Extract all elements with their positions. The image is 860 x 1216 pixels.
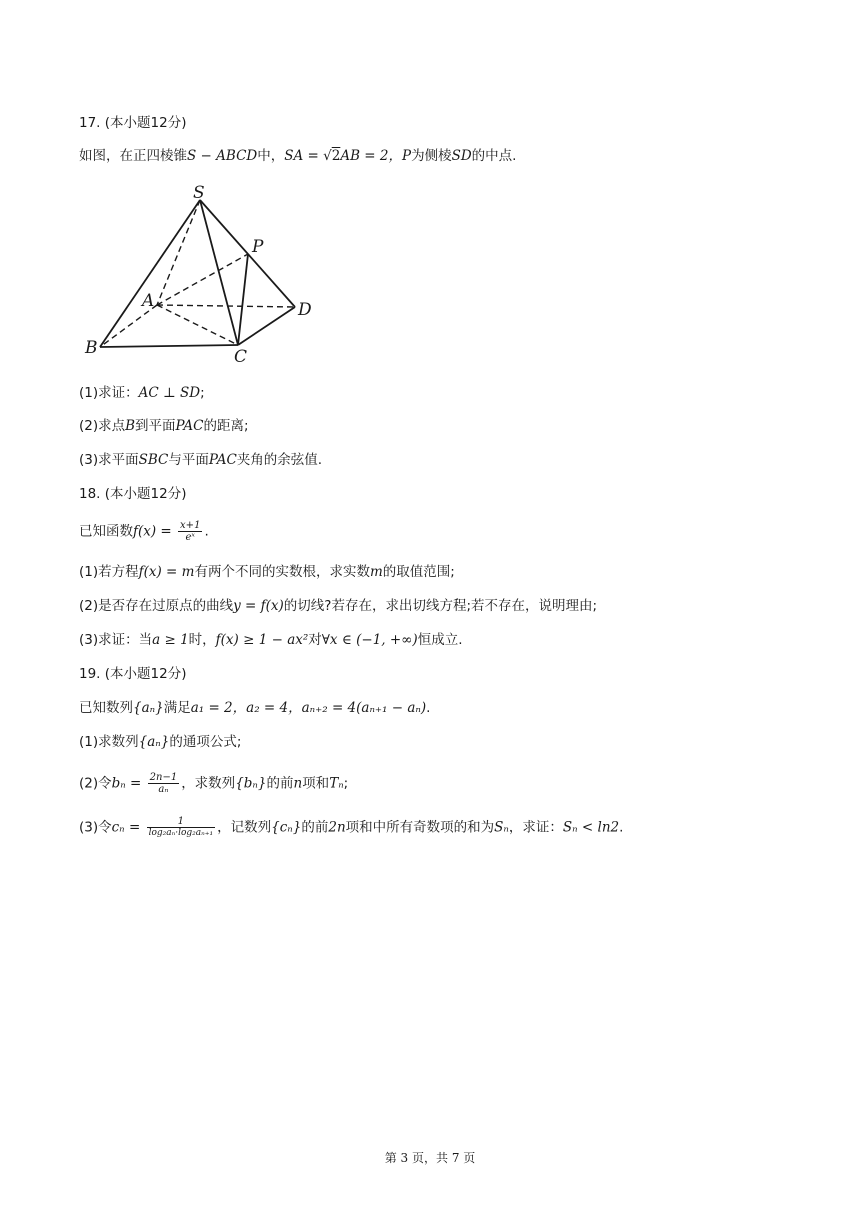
problem-18-part-1: (1)若方程f(x) = m有两个不同的实数根，求实数m的取值范围; [79, 564, 455, 580]
problem-18-part-2: (2)是否存在过原点的曲线y = f(x)的切线?若存在，求出切线方程;若不存在，说明理由; [79, 598, 598, 614]
fraction: $\frac{x+1}{\text{eˣ}}$ [180, 520, 201, 543]
problem-18-part-3: (3)求证：当a ≥ 1时，f(x) ≥ 1 − ax²对∀x ∈ (−1, +∞)恒成立. [79, 632, 463, 648]
sqrt-sign: √ [323, 148, 332, 164]
label-S: S [193, 183, 205, 203]
problem-17-part-3: (3)求平面SBC与平面PAC夹角的余弦值. [79, 452, 323, 468]
label-B: B [85, 338, 98, 358]
problem-18-stem: 已知函数f(x) = $\frac{x+1}{\text{eˣ}}$ . [79, 520, 209, 543]
problem-17-header: 17. (本小题12分) [79, 115, 187, 131]
problem-17-part-2: (2)求点B到平面PAC的距离; [79, 418, 249, 434]
problem-17-stem: 如图，在正四棱锥S − ABCD中，SA = √2AB = 2，P为侧棱SD的中点. [79, 148, 517, 164]
problem-19-stem: 已知数列{aₙ}满足a₁ = 2，a₂ = 4，aₙ₊₂ = 4(aₙ₊₁ − aₙ). [79, 700, 431, 716]
diagonal-AC-hidden [157, 305, 238, 345]
label-D: D [298, 300, 312, 320]
problem-19-part-3: (3)令cₙ = $\frac{1}{\text{log₂aₙ·log₂aₙ₊₁}}$ ，记数列{cₙ}的前2n项和中所有奇数项的和为Sₙ，求证：Sₙ < ln2. [79, 816, 624, 838]
segment-AP-hidden [157, 254, 248, 305]
fraction: $\frac{1}{\text{log₂aₙ·log₂aₙ₊₁}}$ [148, 816, 214, 838]
edge-BC [100, 345, 238, 347]
edge-AB-hidden [100, 305, 157, 347]
edge-SB [100, 200, 200, 347]
edge-AD-hidden [157, 305, 295, 307]
problem-17-part-1: (1)求证：AC ⊥ SD; [79, 385, 205, 401]
label-A: A [142, 291, 155, 311]
fraction: $\frac{2n-1}{\text{aₙ}}$ [149, 772, 178, 795]
segment-PC [238, 254, 248, 345]
problem-18-header: 18. (本小题12分) [79, 486, 187, 502]
problem-19-part-2: (2)令bₙ = $\frac{2n-1}{\text{aₙ}}$ ，求数列{bₙ}的前n项和Tₙ; [79, 772, 349, 795]
pyramid-figure [80, 180, 320, 370]
edge-CD [238, 307, 295, 345]
label-C: C [234, 347, 248, 367]
problem-19-part-1: (1)求数列{aₙ}的通项公式; [79, 734, 242, 750]
problem-19-header: 19. (本小题12分) [79, 666, 187, 682]
page-footer: 第 3 页，共 7 页 [384, 1151, 476, 1165]
label-P: P [252, 237, 264, 257]
